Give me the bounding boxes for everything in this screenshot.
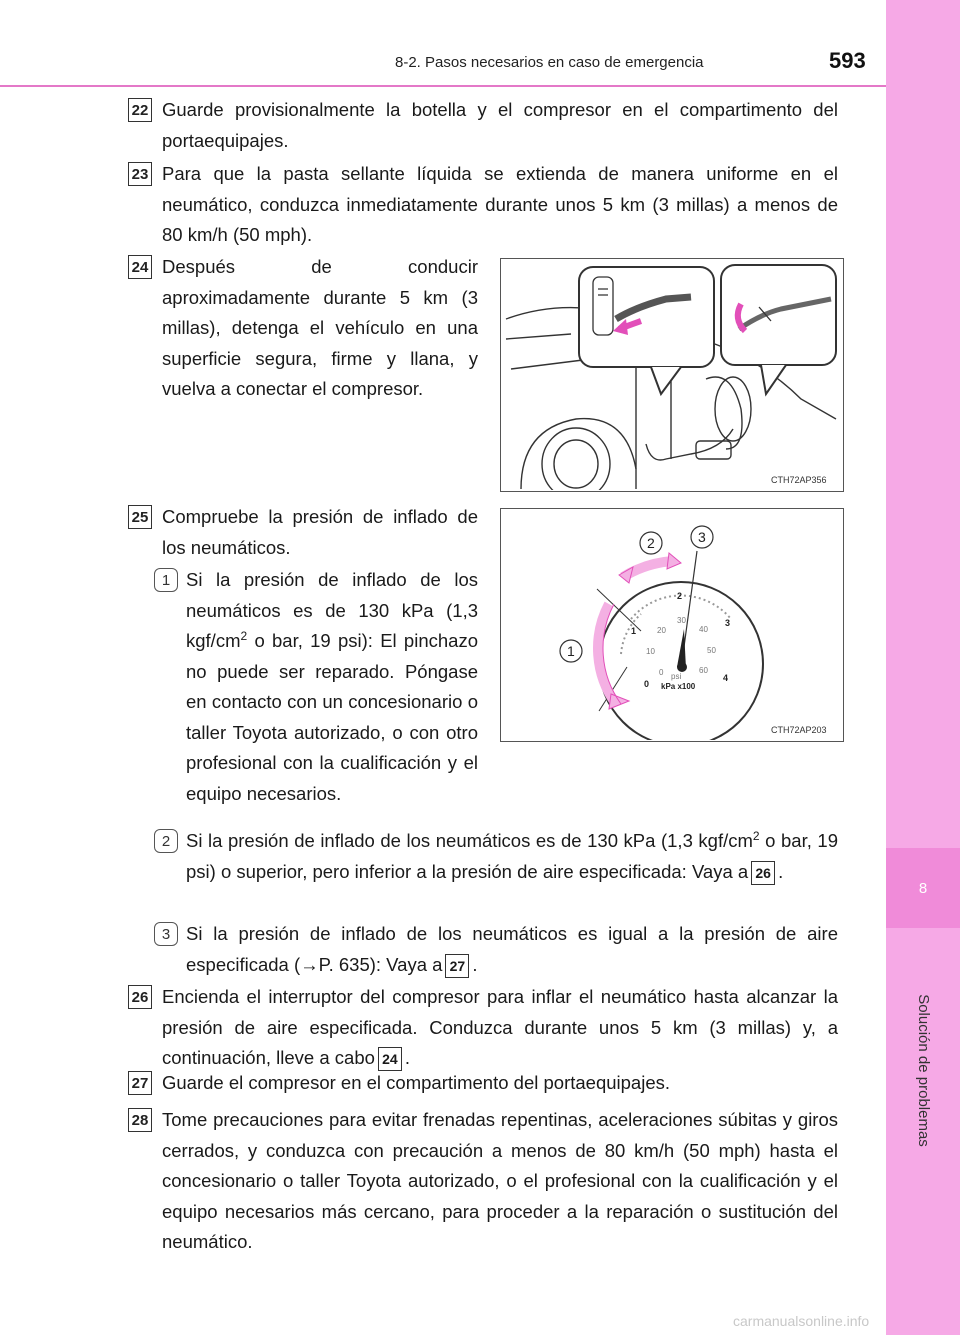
step-number-24: 24 [128, 255, 152, 279]
substep-number-2: 2 [154, 829, 178, 853]
step-number-23: 23 [128, 162, 152, 186]
step-25-text: Compruebe la presión de inflado de los neumáticos. [162, 506, 478, 558]
gauge-outer-unit: kPa x100 [661, 682, 696, 691]
gauge-outer-0: 0 [644, 679, 650, 689]
header-rule [0, 85, 886, 87]
gauge-inner-0: 0 [659, 668, 664, 677]
step-ref-26[interactable]: 26 [751, 861, 775, 885]
figure-compressor-reconnect [500, 258, 844, 492]
step-22-text: Guarde provisionalmente la botella y el compresor en el compartimento del portaequipajes. [162, 99, 838, 151]
substep-number-3: 3 [154, 922, 178, 946]
step-number-28: 28 [128, 1108, 152, 1132]
gauge-inner-60: 60 [699, 666, 708, 675]
substep-1-text: Si la presión de inflado de los neumáticos es de 130 kPa (1,3 kgf/$cm^2$ o bar, 19 psi): El pinchazo no puede ser reparado. Póngase en contacto con un concesionario o taller Toyota autorizado, o con otro profesional con la cualificación y el equipo necesarios. [186, 569, 478, 804]
step-number-26: 26 [128, 985, 152, 1009]
chapter-number-tab[interactable]: 8 [886, 848, 960, 928]
gauge-inner-20: 20 [657, 626, 666, 635]
chapter-title: Solución de problemas [914, 993, 932, 1147]
gauge-inner-10: 10 [646, 647, 655, 656]
gauge-outer-1: 1 [631, 626, 637, 636]
watermark-footer: carmanualsonline.info [733, 1313, 870, 1329]
figure-pressure-gauge [500, 508, 844, 742]
section-title: 8-2. Pasos necesarios en caso de emergencia [395, 54, 704, 71]
step-27-text: Guarde el compresor en el compartimento del portaequipajes. [162, 1072, 671, 1093]
step-number-22: 22 [128, 98, 152, 122]
gauge-inner-unit: psi [671, 672, 682, 681]
page-number: 593 [829, 48, 866, 73]
step-number-25: 25 [128, 505, 152, 529]
figure-code: CTH72AP356 [771, 475, 827, 485]
step-ref-24[interactable]: 24 [378, 1047, 402, 1071]
step-28-text: Tome precauciones para evitar frenadas repentinas, aceleraciones súbitas y giros cerrados, y conduzca con precaución a menos de 80 km/h (50 mph) hasta el concesionario o taller Toyota autorizado, o el profesional con la cualificación y el equipo necesarios más cercano, para proceder a la reparación o sustitución del neumático. [162, 1109, 838, 1252]
callout-1: 1 [567, 643, 575, 659]
substep-2-text: Si la presión de inflado de los neumáticos es de 130 kPa (1,3 kgf/$cm^2$ o bar, 19 psi) o superior, pero inferior a la presión de aire especificada: Vaya a 26 . [186, 826, 838, 887]
step-number-27: 27 [128, 1071, 152, 1095]
step-24-text: Después de conducir aproximadamente durante 5 km (3 millas), detenga el vehículo en una superficie segura, firme y llana, y vuelva a conectar el compresor. [162, 256, 478, 399]
gauge-outer-3: 3 [725, 618, 731, 628]
gauge-inner-30: 30 [677, 616, 686, 625]
step-26-text: Encienda el interruptor del compresor para inflar el neumático hasta alcanzar la presión de aire especificada. Conduzca durante unos 5 km (3 millas) y, a continuación, lleve a cabo 24 . [162, 982, 838, 1074]
callout-3: 3 [698, 529, 706, 545]
compressor-illustration [501, 259, 842, 490]
gauge-outer-2: 2 [677, 591, 683, 601]
substep-number-1: 1 [154, 568, 178, 592]
gauge-inner-50: 50 [707, 646, 716, 655]
figure-code: CTH72AP203 [771, 725, 827, 735]
step-ref-27[interactable]: 27 [445, 954, 469, 978]
gauge-illustration [501, 509, 842, 740]
step-23-text: Para que la pasta sellante líquida se extienda de manera uniforme en el neumático, conduzca inmediatamente durante unos 5 km (3 millas) a menos de 80 km/h (50 mph). [162, 163, 838, 245]
gauge-outer-4: 4 [723, 673, 729, 683]
substep-3-text: Si la presión de inflado de los neumáticos es igual a la presión de aire especificada (→P. 635): Vaya a 27 . [186, 919, 838, 980]
gauge-inner-40: 40 [699, 625, 708, 634]
callout-2: 2 [647, 535, 655, 551]
